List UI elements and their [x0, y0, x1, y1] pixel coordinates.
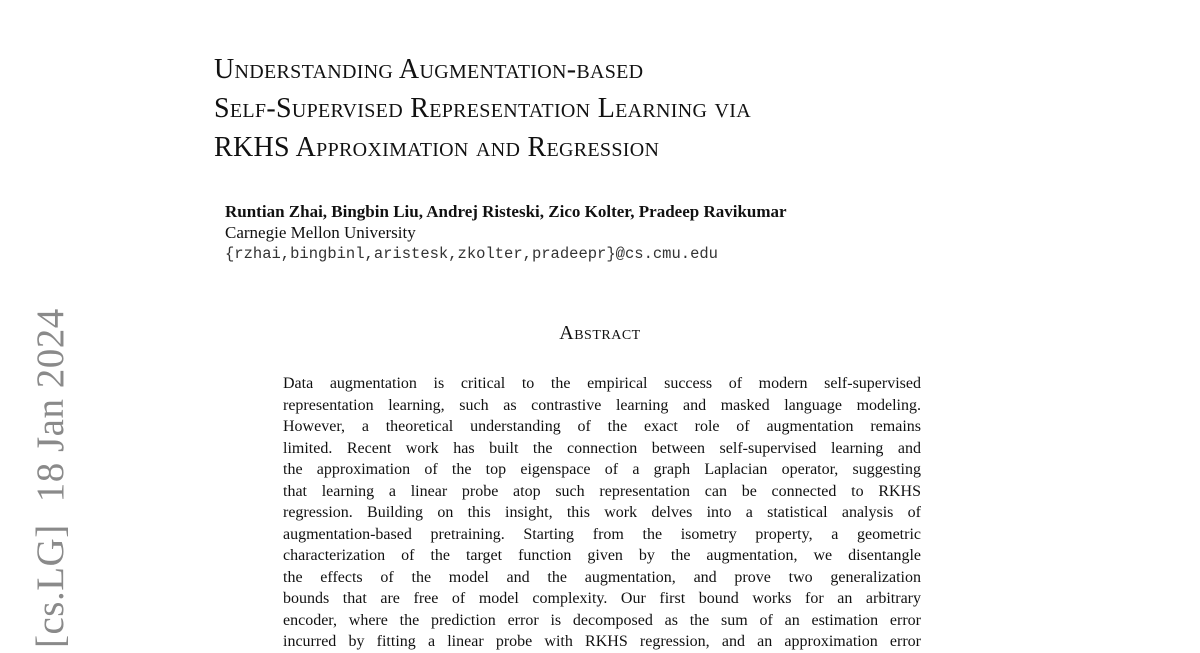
abstract-line: Data augmentation is critical to the empirical success of modern self-supervised: [283, 375, 921, 392]
abstract-line: characterization of the target function given by the augmentation, we disentangle: [283, 547, 921, 564]
title-line-2: Self-Supervised Representation Learning via: [214, 93, 751, 124]
title-line-1: Understanding Augmentation-based: [214, 54, 644, 85]
abstract-line: However, a theoretical understanding of the exact role of augmentation remains: [283, 418, 921, 435]
abstract-line: representation learning, such as contrastive learning and masked language modeling.: [283, 396, 921, 414]
paper-title: [214, 50, 1114, 167]
abstract-heading: Abstract: [559, 322, 641, 344]
affiliation: Carnegie Mellon University: [225, 223, 416, 242]
title-line-3: RKHS Approximation and Regression: [214, 132, 660, 163]
author-emails: {rzhai,bingbinl,aristesk,zkolter,pradeepr}@cs.cmu.edu: [225, 245, 718, 263]
arxiv-category: [cs.LG]: [29, 524, 72, 648]
author-list: Runtian Zhai, Bingbin Liu, Andrej Risteski, Zico Kolter, Pradeep Ravikumar: [225, 202, 787, 221]
abstract-line: augmentation-based pretraining. Starting from the isometry property, a geometric: [283, 525, 921, 543]
abstract-line: incurred by fitting a linear probe with RKHS regression, and an approximation error: [283, 633, 921, 650]
abstract-line: that learning a linear probe atop such representation can be connected to RKHS: [283, 482, 921, 500]
arxiv-stamp: [28, 308, 73, 648]
arxiv-date: 18 Jan 2024: [29, 308, 72, 503]
abstract-line: limited. Recent work has built the connection between self-supervised learning and: [283, 439, 921, 457]
abstract-line: bounds that are free of model complexity. Our first bound works for an arbitrary: [283, 590, 921, 607]
abstract-line: the effects of the model and the augmentation, and prove two generalization: [283, 568, 921, 586]
abstract-line: the approximation of the top eigenspace of a graph Laplacian operator, suggesting: [283, 461, 921, 478]
abstract-line: encoder, where the prediction error is decomposed as the sum of an estimation error: [283, 611, 921, 629]
abstract-line: regression. Building on this insight, this work delves into a statistical analysis of: [283, 504, 921, 521]
abstract-body: [283, 373, 921, 653]
